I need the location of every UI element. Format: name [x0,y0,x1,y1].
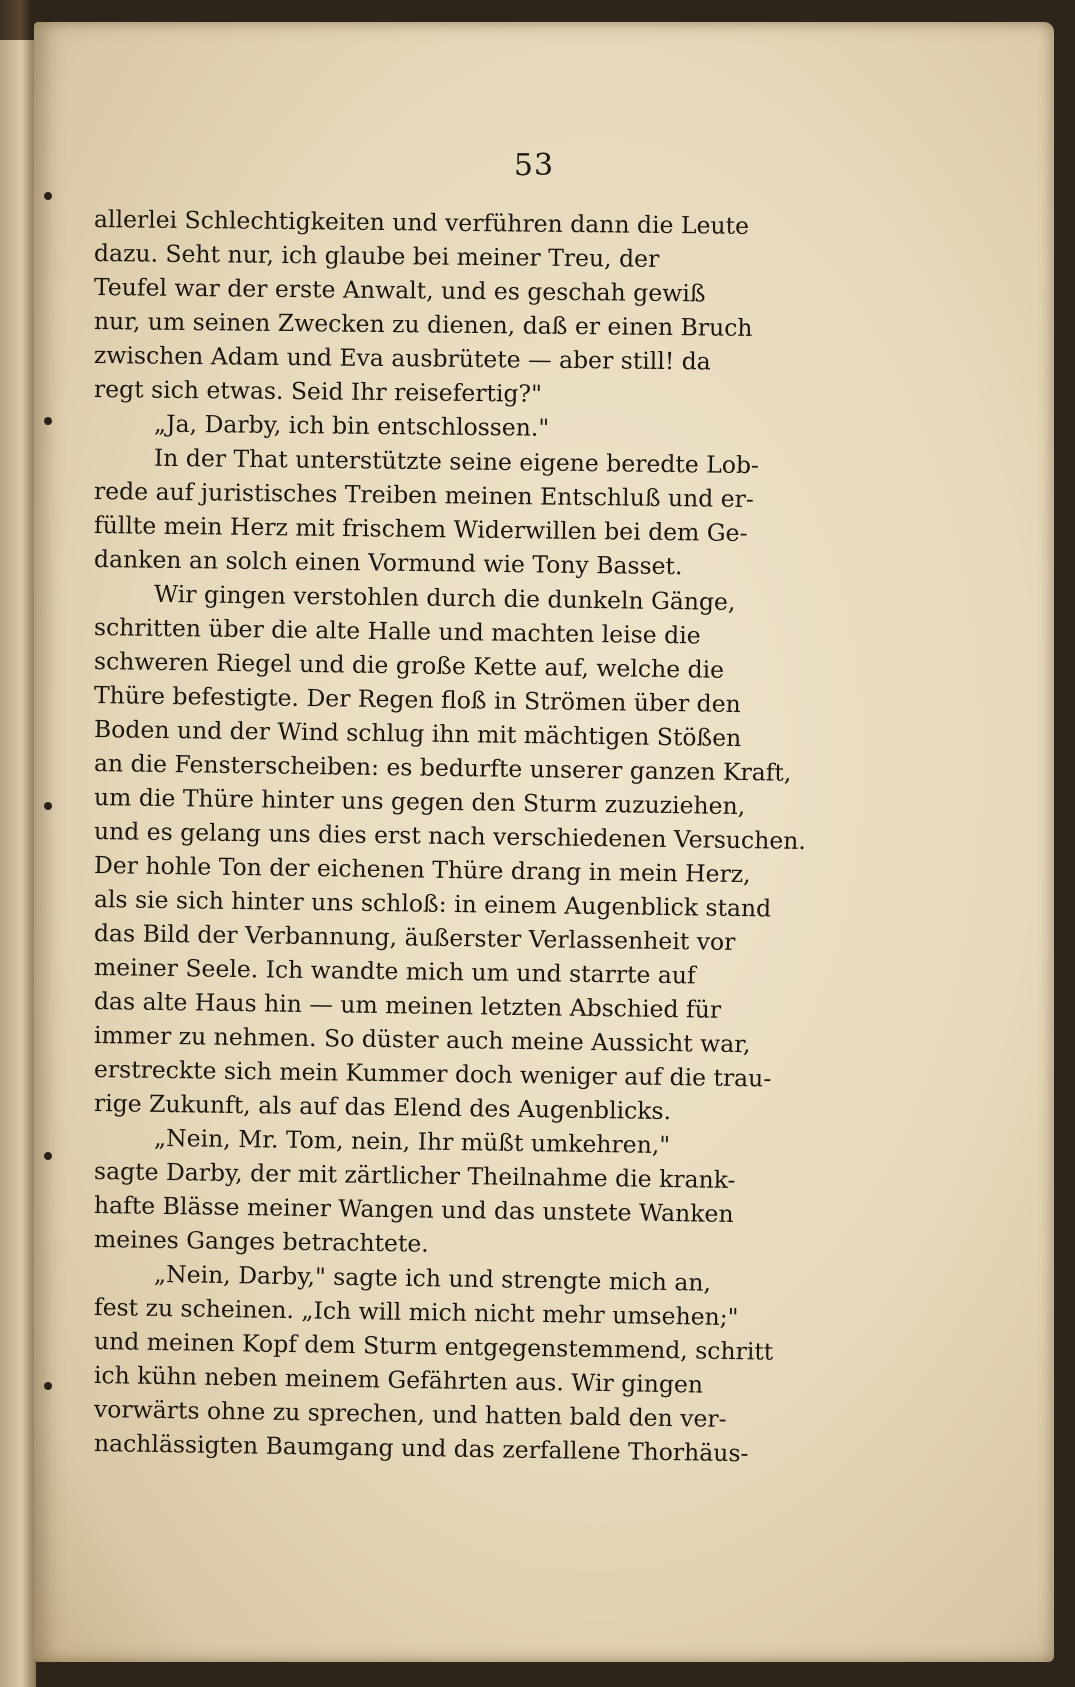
binding-hole-mark [44,417,52,425]
text-line: „Nein, Darby," sagte ich und strengte mich an, [153,1259,712,1297]
text-line: an die Fensterscheiben: es bedurfte unserer ganzen Kraft, [93,749,792,787]
text-line: füllte mein Herz mit frischem Widerwillen bei dem Ge- [93,511,748,547]
text-line: und es gelang uns dies erst nach verschiedenen Versuchen. [93,817,807,855]
text-line: dazu. Seht nur, ich glaube bei meiner Treu, der [93,239,660,273]
text-line: meiner Seele. Ich wandte mich um und starrte auf [93,953,696,990]
binding-hole-mark [44,192,52,200]
text-line: um die Thüre hinter uns gegen den Sturm zuzuziehen, [93,783,746,821]
text-line: erstreckte sich mein Kummer doch weniger auf die trau- [93,1055,772,1093]
binding-hole-mark [44,1152,52,1160]
text-line: danken an solch einen Vormund wie Tony Basset. [93,545,683,581]
text-line: zwischen Adam und Eva ausbrütete — aber still! da [93,341,711,376]
text-line: ich kühn neben meinem Gefährten aus. Wir gingen [93,1361,704,1399]
text-line: vorwärts ohne zu sprechen, und hatten bald den ver- [93,1395,727,1433]
text-line: nachlässigten Baumgang und das zerfallene Thorhäus- [93,1429,749,1468]
book-page [34,22,1054,1662]
text-line: Boden und der Wind schlug ihn mit mächtigen Stößen [93,715,742,753]
previous-page-edge [0,40,36,1687]
text-line: Wir gingen verstohlen durch die dunkeln Gänge, [153,579,736,616]
text-line: das alte Haus hin — um meinen letzten Abschied für [93,987,722,1024]
text-line: allerlei Schlechtigkeiten und verführen dann die Leute [93,205,750,240]
text-line: meines Ganges betrachtete. [93,1225,429,1258]
binding-hole-mark [44,1382,52,1390]
text-line: und meinen Kopf dem Sturm entgegenstemmend, schritt [93,1327,774,1366]
text-line: als sie sich hinter uns schloß: in einem Augenblick stand [93,885,772,923]
body-text [93,202,954,1468]
text-line: „Nein, Mr. Tom, nein, Ihr müßt umkehren," [153,1123,671,1160]
text-line: das Bild der Verbannung, äußerster Verlassenheit vor [93,919,736,956]
text-line: Der hohle Ton der eichenen Thüre drang in mein Herz, [93,851,751,889]
text-line: nur, um seinen Zwecken zu dienen, daß er einen Bruch [93,307,753,342]
text-line: schweren Riegel und die große Kette auf, welche die [93,647,725,684]
binding-hole-mark [44,802,52,810]
text-line: rige Zukunft, als auf das Elend des Augenblicks. [93,1089,672,1126]
text-line: regt sich etwas. Seid Ihr reisefertig?" [93,375,543,408]
text-line: hafte Blässe meiner Wangen und das unstete Wanken [93,1191,734,1228]
text-line: Thüre befestigte. Der Regen floß in Strömen über den [93,681,741,719]
text-line: fest zu scheinen. „Ich will mich nicht mehr umsehen;" [93,1293,739,1332]
text-line: Teufel war der erste Anwalt, und es geschah gewiß [93,273,706,308]
text-line: „Ja, Darby, ich bin entschlossen." [153,409,550,442]
page-number: 53 [513,148,555,183]
text-line: sagte Darby, der mit zärtlicher Theilnahme die krank- [93,1157,736,1194]
text-line: In der That unterstützte seine eigene beredte Lob- [153,443,760,480]
text-line: schritten über die alte Halle und machten leise die [93,613,701,650]
text-line: immer zu nehmen. So düster auch meine Aussicht war, [93,1021,751,1059]
text-line: rede auf juristisches Treiben meinen Entschluß und er- [93,477,754,514]
